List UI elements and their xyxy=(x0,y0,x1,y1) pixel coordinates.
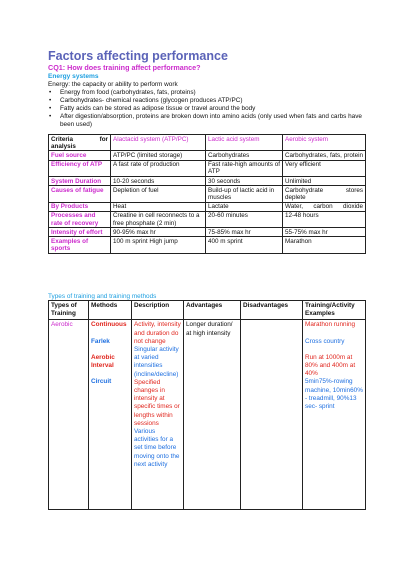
column-header: Methods xyxy=(89,301,132,320)
table-cell: Build-up of lactic acid in muscles xyxy=(206,186,283,202)
column-header: Training/Activity Examples xyxy=(303,301,366,320)
method-aerobic-interval: Aerobic Interval xyxy=(91,353,115,370)
table-cell: 400 m sprint xyxy=(206,237,283,253)
row-label: Efficiency of ATP xyxy=(49,160,111,176)
column-header: Advantages xyxy=(184,301,241,320)
table-cell: Unlimited xyxy=(283,177,366,186)
energy-systems-table xyxy=(48,134,366,254)
criteria-header xyxy=(49,135,111,151)
description-circuit: Various activities for a set time before moving onto the next activity xyxy=(134,428,180,468)
bullet-item: • Fatty acids can be stored as adipose tissue or travel around the body xyxy=(48,105,366,113)
for-word: for xyxy=(99,135,108,143)
table-cell: Fast rate-high amounts of ATP xyxy=(206,160,283,176)
row-label: Examples of sports xyxy=(49,237,111,253)
table-row xyxy=(49,202,366,211)
table-cell: 100 m sprint High jump xyxy=(111,237,206,253)
advantages-cell: Longer duration/ at high intensity xyxy=(184,320,241,510)
row-label: Intensity of effort xyxy=(49,228,111,237)
table-row xyxy=(49,151,366,160)
spacer xyxy=(91,370,129,378)
intro-bullet-list xyxy=(48,89,366,129)
table-cell: 12-48 hours xyxy=(283,211,366,227)
table-cell: Very efficient xyxy=(283,160,366,176)
disadvantages-cell xyxy=(241,320,303,510)
methods-cell xyxy=(89,320,132,510)
table-row xyxy=(49,160,366,176)
criteria-word: Criteria xyxy=(51,135,74,143)
energy-definition: Energy: the capacity or ability to perform work xyxy=(48,81,178,88)
description-interval: Specified changes in intensity at specific times or lengths within sessions xyxy=(134,378,180,427)
table-row xyxy=(49,320,366,510)
analysis-word: analysis xyxy=(51,142,76,150)
column-header: Description xyxy=(132,301,184,320)
table-header-row xyxy=(49,135,366,151)
table-cell: 75-85% max hr xyxy=(206,228,283,237)
table-cell: Carbohydrates, fats, protein xyxy=(283,151,366,160)
row-label: Causes of fatigue xyxy=(49,186,111,202)
description-farlek: Singular activity at varied intensities (incline/decline) xyxy=(134,346,179,378)
table-cell: 55-75% max hr xyxy=(283,228,366,237)
example-farlek: Cross country xyxy=(305,337,345,345)
spacer xyxy=(91,346,129,354)
core-question: CQ1: How does training affect performance? xyxy=(48,63,201,72)
training-type-cell: Aerobic xyxy=(49,320,89,510)
column-header: Lactic acid system xyxy=(206,135,283,151)
bullet-item: • After digestion/absorption, proteins are broken down into amino acids (only used when fats and carbs have been used) xyxy=(48,113,366,129)
spacer xyxy=(305,330,363,338)
column-header: Aerobic system xyxy=(283,135,366,151)
method-continuous: Continuous xyxy=(91,321,127,329)
table-header-row xyxy=(49,301,366,320)
training-methods-table xyxy=(48,300,366,510)
table-cell: 20-60 minutes xyxy=(206,211,283,227)
spacer xyxy=(91,330,129,338)
table-cell: Heat xyxy=(111,202,206,211)
bullet-item: • Energy from food (carbohydrates, fats, proteins) xyxy=(48,89,366,97)
row-label: System Duration xyxy=(49,177,111,186)
section-heading: Energy systems xyxy=(48,73,99,80)
table-cell: 10-20 seconds xyxy=(111,177,206,186)
table-cell: Water, carbon dioxide xyxy=(283,202,366,211)
example-interval: Run at 1000m at 80% and 400m at 40% xyxy=(305,353,356,378)
table-row xyxy=(49,177,366,186)
table-cell: Marathon xyxy=(283,237,366,253)
table-cell: ATP/PC (limited storage) xyxy=(111,151,206,160)
spacer xyxy=(305,346,363,354)
column-header: Alactacid system (ATP/PC) xyxy=(111,135,206,151)
examples-cell xyxy=(303,320,366,510)
intro-block xyxy=(48,81,366,130)
table-cell: A fast rate of production xyxy=(111,160,206,176)
table-row xyxy=(49,186,366,202)
description-cell xyxy=(132,320,184,510)
table-row xyxy=(49,228,366,237)
table-cell: Creatine in cell reconnects to a free phosphate (2 min) xyxy=(111,211,206,227)
table-cell: Lactate xyxy=(206,202,283,211)
table-cell: 90-95% max hr xyxy=(111,228,206,237)
row-label: Fuel source xyxy=(49,151,111,160)
method-farlek: Farlek xyxy=(91,337,110,345)
column-header: Types of Training xyxy=(49,301,89,320)
row-label: Processes and rate of recovery xyxy=(49,211,111,227)
example-circuit: 5min75%-rowing machine, 10min60% - treadmill, 90%13 sec- sprint xyxy=(305,378,363,411)
table-cell: Depletion of fuel xyxy=(111,186,206,202)
table-cell: Carbohydrates xyxy=(206,151,283,160)
table-row xyxy=(49,211,366,227)
bullet-item: • Carbohydrates- chemical reactions (glycogen produces ATP/PC) xyxy=(48,97,366,105)
description-continuous: Activity, intensity and duration do not change xyxy=(134,321,181,345)
table-cell: 30 seconds xyxy=(206,177,283,186)
table-row xyxy=(49,237,366,253)
table-cell: Carbohydrate stores deplete xyxy=(283,186,366,202)
column-header: Disadvantages xyxy=(241,301,303,320)
row-label: By Products xyxy=(49,202,111,211)
page-title: Factors affecting performance xyxy=(48,49,228,63)
training-section-title: Types of training and training methods xyxy=(48,293,157,300)
method-circuit: Circuit xyxy=(91,378,112,386)
example-continuous: Marathon running xyxy=(305,321,356,329)
